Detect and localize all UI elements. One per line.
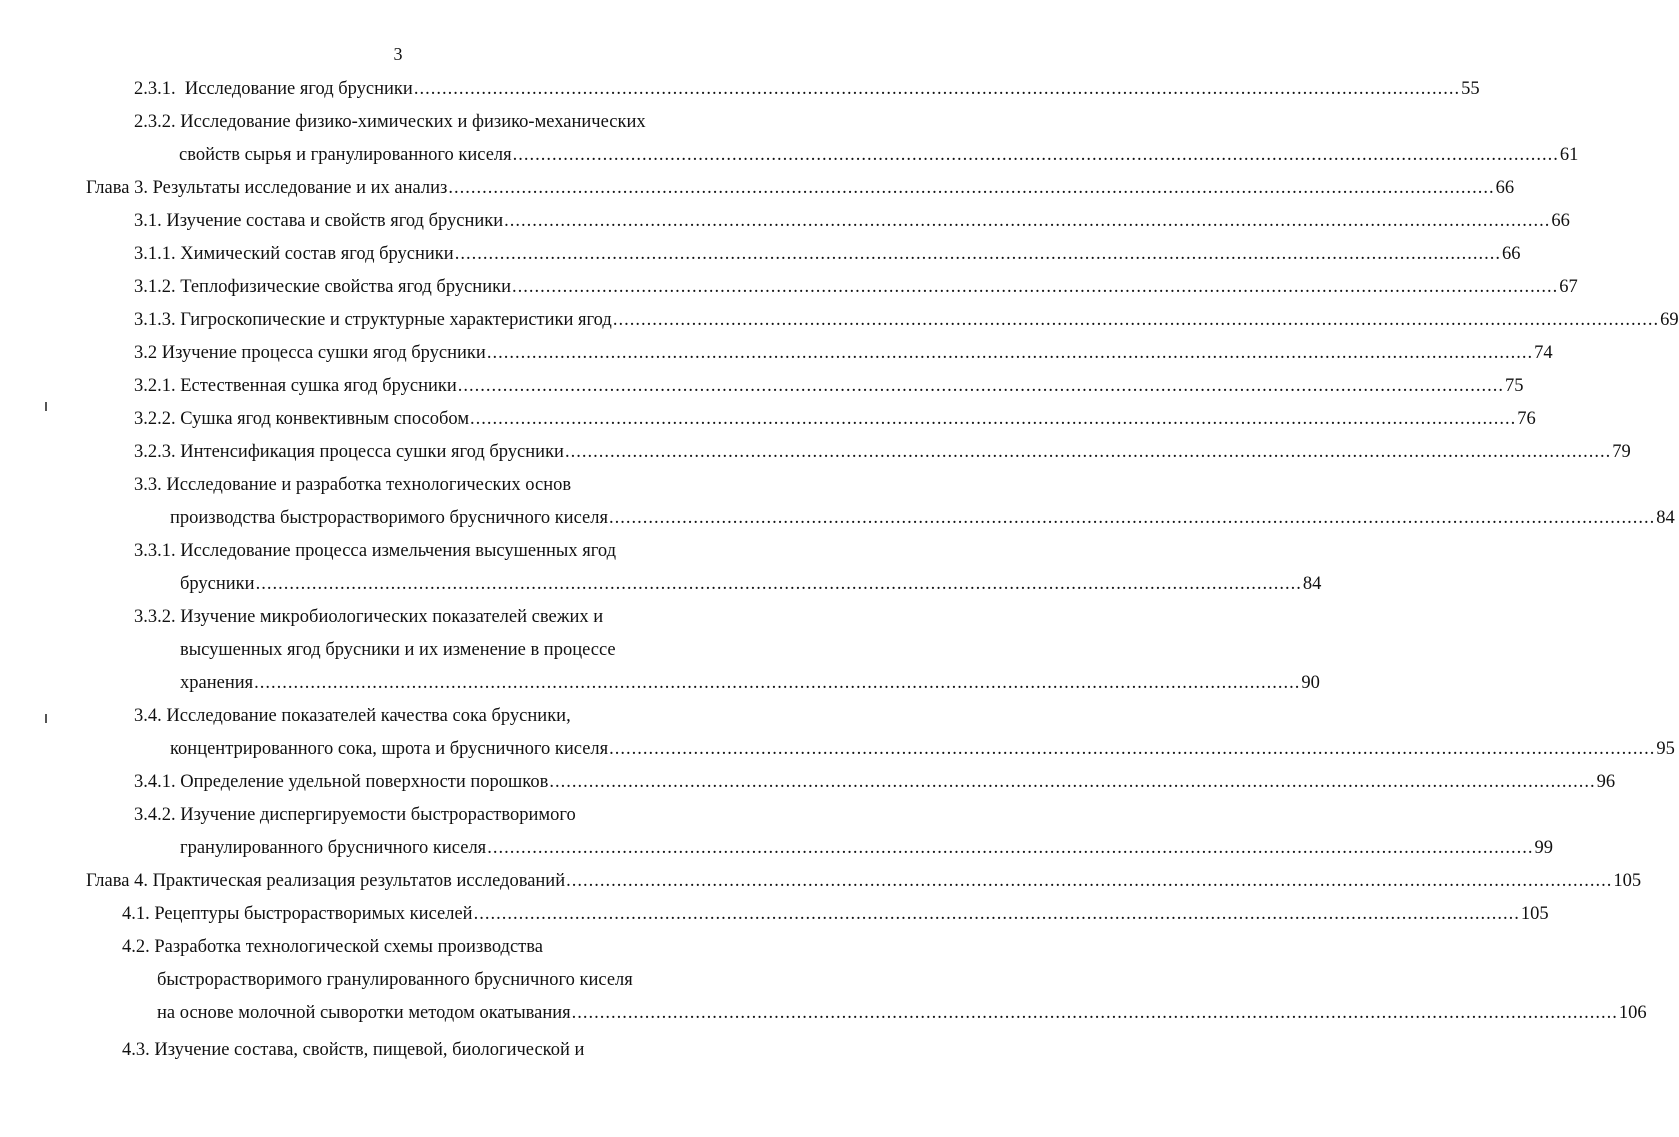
toc-entry-3-3-2-title: 3.3.2. Изучение микробиологических показателей свежих и	[134, 607, 604, 627]
dot-leader: ..........................................................................................................................................................................................	[470, 409, 1517, 429]
toc-entry-3-3-title: 3.3. Исследование и разработка технологических основ	[134, 475, 572, 495]
toc-entry-title: 3.1.1. Химический состав ягод брусники	[134, 244, 454, 264]
dot-leader: ..........................................................................................................................................................................................	[448, 178, 1495, 198]
dot-leader: ..........................................................................................................................................................................................	[512, 277, 1559, 297]
dot-leader: ..........................................................................................................................................................................................	[609, 739, 1656, 759]
toc-entry-title: 3.2.3. Интенсификация процесса сушки ягод брусники	[134, 442, 564, 462]
toc-entry-page: 95	[1656, 739, 1675, 759]
dot-leader: ..........................................................................................................................................................................................	[564, 442, 1612, 462]
toc-entry-3-3-2-title-cont: высушенных ягод брусники и их изменение в процессе	[180, 640, 616, 660]
toc-entry-page: 69	[1660, 310, 1679, 330]
toc-entry-3-4-2-title: 3.4.2. Изучение диспергируемости быстрорастворимого	[134, 805, 576, 825]
dot-leader: ..........................................................................................................................................................................................	[486, 343, 1534, 363]
toc-entry-page: 105	[1520, 904, 1549, 924]
toc-entry-page: 74	[1534, 343, 1553, 363]
toc-entry-page: 84	[1656, 508, 1675, 528]
toc-entry-page: 55	[1461, 79, 1480, 99]
toc-entry-title: 3.1.3. Гигроскопические и структурные характеристики ягод	[134, 310, 612, 330]
dot-leader: ..........................................................................................................................................................................................	[487, 838, 1534, 858]
toc-entry-4-2-title-cont: быстрорастворимого гранулированного брусничного киселя	[157, 970, 633, 990]
dot-leader: ..........................................................................................................................................................................................	[512, 145, 1559, 165]
toc-entry-title: 3.4.1. Определение удельной поверхности порошков	[134, 772, 549, 792]
dot-leader: ..........................................................................................................................................................................................	[457, 376, 1505, 396]
dot-leader: ..........................................................................................................................................................................................	[571, 1003, 1618, 1023]
toc-entry-page: 79	[1612, 442, 1631, 462]
toc-entry-3-1-2	[134, 275, 1578, 299]
toc-entry-page: 66	[1495, 178, 1515, 198]
toc-entry-page: 90	[1301, 673, 1320, 693]
toc-entry-title: свойств сырья и гранулированного киселя	[179, 145, 512, 165]
dot-leader: ..........................................................................................................................................................................................	[612, 310, 1660, 330]
toc-entry-3-3	[170, 506, 1675, 530]
toc-entry-title: Глава 3. Результаты исследование и их анализ	[86, 178, 448, 198]
toc-entry-4-1	[122, 902, 1549, 926]
toc-entry-title: 3.2.1. Естественная сушка ягод брусники	[134, 376, 457, 396]
dot-leader: ..........................................................................................................................................................................................	[454, 244, 1501, 264]
toc-entry-title: брусники	[180, 574, 255, 594]
toc-entry-title: Глава 4. Практическая реализация результатов исследований	[86, 871, 566, 891]
toc-entry-2-3-2-title: 2.3.2. Исследование физико-химических и физико-механических	[134, 112, 646, 132]
toc-entry-title: 2.3.1. Исследование ягод брусники	[134, 79, 413, 99]
scan-mark	[45, 714, 47, 723]
toc-entry-chapter-3	[86, 176, 1515, 200]
toc-entry-page: 106	[1618, 1003, 1647, 1023]
toc-entry-title: 3.1.2. Теплофизические свойства ягод брусники	[134, 277, 512, 297]
toc-entry-page: 75	[1505, 376, 1524, 396]
toc-entry-page: 66	[1501, 244, 1521, 264]
toc-entry-page: 105	[1613, 871, 1642, 891]
toc-entry-chapter-4	[86, 869, 1642, 893]
dot-leader: ..........................................................................................................................................................................................	[608, 508, 1656, 528]
toc-entry-title: концентрированного сока, шрота и брусничного киселя	[170, 739, 609, 759]
toc-entry-title: хранения	[180, 673, 254, 693]
toc-entry-3-4	[170, 737, 1675, 761]
toc-entry-page: 76	[1517, 409, 1536, 429]
dot-leader: ..........................................................................................................................................................................................	[254, 673, 1301, 693]
toc-entry-3-1-1	[134, 242, 1521, 266]
toc-entry-3-3-1-title: 3.3.1. Исследование процесса измельчения высушенных ягод	[134, 541, 616, 561]
scan-mark	[45, 402, 47, 411]
toc-entry-page: 96	[1596, 772, 1616, 792]
toc-entry-page: 84	[1302, 574, 1322, 594]
toc-entry-page: 67	[1559, 277, 1578, 297]
toc-entry-title: гранулированного брусничного киселя	[180, 838, 487, 858]
toc-entry-title: 4.1. Рецептуры быстрорастворимых киселей	[122, 904, 473, 924]
dot-leader: ..........................................................................................................................................................................................	[566, 871, 1613, 891]
toc-entry-title: 3.1. Изучение состава и свойств ягод брусники	[134, 211, 504, 231]
dot-leader: ..........................................................................................................................................................................................	[473, 904, 1520, 924]
toc-entry-3-4-1	[134, 770, 1616, 794]
toc-entry-3-1-3	[134, 308, 1679, 332]
toc-entry-4-2	[157, 1001, 1647, 1025]
toc-entry-3-2-2	[134, 407, 1536, 431]
toc-entry-2-3-1	[134, 77, 1480, 101]
toc-entry-4-3-title: 4.3. Изучение состава, свойств, пищевой, биологической и	[122, 1040, 585, 1060]
toc-entry-page: 66	[1551, 211, 1570, 231]
toc-entry-3-2-1	[134, 374, 1524, 398]
toc-entry-3-4-title: 3.4. Исследование показателей качества сока брусники,	[134, 706, 571, 726]
toc-entry-2-3-2	[179, 143, 1579, 167]
toc-entry-page: 99	[1534, 838, 1553, 858]
dot-leader: ..........................................................................................................................................................................................	[549, 772, 1596, 792]
dot-leader: ..........................................................................................................................................................................................	[413, 79, 1461, 99]
toc-entry-3-2	[134, 341, 1553, 365]
dot-leader: ..........................................................................................................................................................................................	[504, 211, 1551, 231]
toc-entry-3-3-1	[180, 572, 1322, 596]
page-number: 3	[393, 44, 403, 64]
toc-entry-3-2-3	[134, 440, 1631, 464]
toc-entry-title: на основе молочной сыворотки методом окатывания	[157, 1003, 571, 1023]
dot-leader: ..........................................................................................................................................................................................	[255, 574, 1302, 594]
toc-entry-3-3-2	[180, 671, 1320, 695]
toc-entry-3-1	[134, 209, 1570, 233]
toc-entry-3-4-2	[180, 836, 1553, 860]
toc-entry-title: 3.2.2. Сушка ягод конвективным способом	[134, 409, 470, 429]
toc-entry-title: 3.2 Изучение процесса сушки ягод брусники	[134, 343, 486, 363]
toc-entry-page: 61	[1559, 145, 1579, 165]
toc-entry-title: производства быстрорастворимого брусничного киселя	[170, 508, 608, 528]
toc-entry-4-2-title: 4.2. Разработка технологической схемы производства	[122, 937, 543, 957]
